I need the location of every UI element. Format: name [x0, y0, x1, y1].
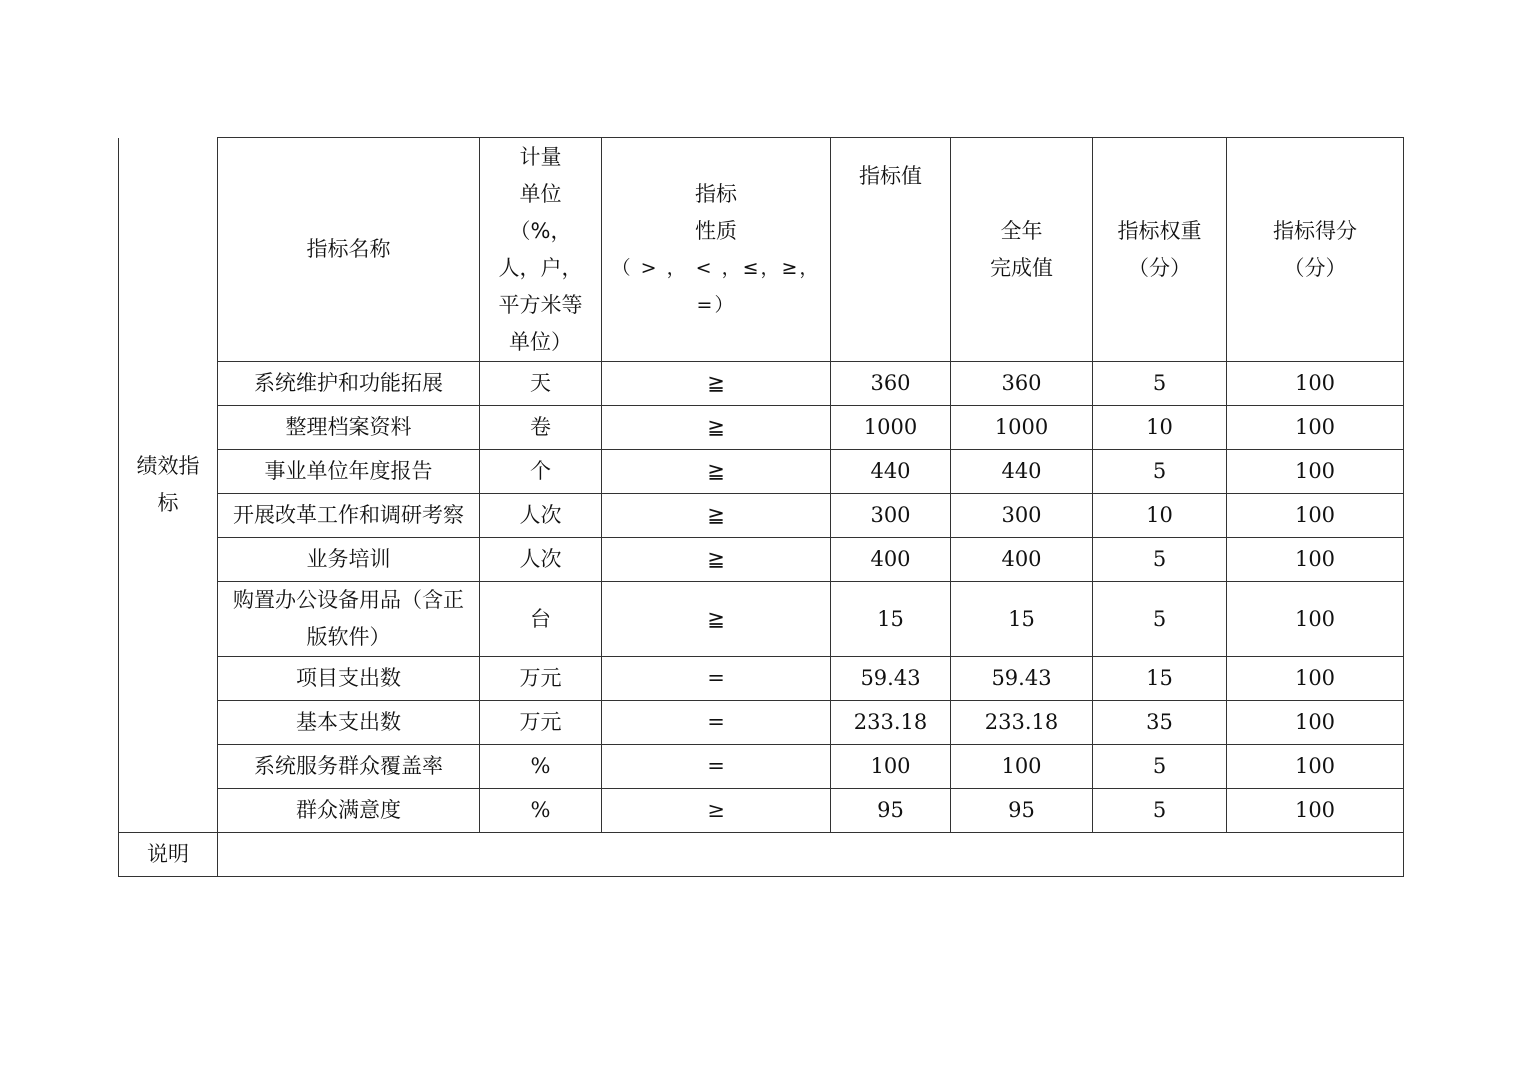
indicator-target: 440 [831, 450, 951, 494]
indicator-score: 100 [1227, 657, 1404, 701]
notes-value [218, 833, 1404, 877]
table-row [119, 657, 1404, 701]
indicator-unit: 万元 [480, 701, 602, 745]
category-line-1: 绩效指 [136, 453, 200, 478]
indicator-score: 100 [1227, 789, 1404, 833]
indicator-actual: 400 [951, 538, 1093, 582]
header-unit-line: 平方米等 [498, 292, 583, 317]
indicator-actual: 300 [951, 494, 1093, 538]
category-cell [119, 138, 218, 833]
indicator-score: 100 [1227, 701, 1404, 745]
indicator-unit: 万元 [480, 657, 602, 701]
table-row [119, 406, 1404, 450]
indicator-operator: ≧ [602, 450, 831, 494]
performance-indicator-table [118, 137, 1404, 877]
indicator-name: 开展改革工作和调研考察 [218, 494, 480, 538]
indicator-name: 业务培训 [218, 538, 480, 582]
table-row [119, 701, 1404, 745]
indicator-weight: 5 [1093, 362, 1227, 406]
header-nature-line: 指标 [695, 181, 737, 206]
indicator-weight: 10 [1093, 406, 1227, 450]
category-line-2: 标 [157, 490, 179, 515]
indicator-name: 基本支出数 [218, 701, 480, 745]
indicator-unit: 台 [480, 582, 602, 657]
indicator-actual: 95 [951, 789, 1093, 833]
indicator-name: 群众满意度 [218, 789, 480, 833]
indicator-target: 233.18 [831, 701, 951, 745]
indicator-weight: 5 [1093, 582, 1227, 657]
indicator-weight: 5 [1093, 789, 1227, 833]
indicator-unit: % [480, 789, 602, 833]
indicator-name [218, 582, 480, 657]
header-row [119, 138, 1404, 362]
indicator-name: 事业单位年度报告 [218, 450, 480, 494]
indicator-unit: 卷 [480, 406, 602, 450]
header-weight-line: 指标权重 [1117, 218, 1202, 243]
indicator-unit: % [480, 745, 602, 789]
indicator-score: 100 [1227, 406, 1404, 450]
indicator-target: 100 [831, 745, 951, 789]
indicator-operator: ≧ [602, 538, 831, 582]
indicator-target: 1000 [831, 406, 951, 450]
header-unit [480, 138, 602, 362]
header-score-line: （分） [1283, 255, 1347, 280]
indicator-score: 100 [1227, 582, 1404, 657]
indicator-weight: 35 [1093, 701, 1227, 745]
indicator-operator: ≧ [602, 406, 831, 450]
indicator-unit: 人次 [480, 538, 602, 582]
indicator-actual: 15 [951, 582, 1093, 657]
indicator-target: 360 [831, 362, 951, 406]
notes-row [119, 833, 1404, 877]
indicator-actual: 233.18 [951, 701, 1093, 745]
indicator-target: 15 [831, 582, 951, 657]
indicator-weight: 5 [1093, 745, 1227, 789]
header-unit-line: 单位） [509, 329, 572, 354]
indicator-operator: ≥ [602, 789, 831, 833]
indicator-target: 95 [831, 789, 951, 833]
indicator-score: 100 [1227, 362, 1404, 406]
table-row [119, 582, 1404, 657]
table-row [119, 789, 1404, 833]
header-target-value: 指标值 [831, 138, 951, 362]
indicator-weight: 5 [1093, 450, 1227, 494]
header-weight [1093, 138, 1227, 362]
indicator-weight: 15 [1093, 657, 1227, 701]
indicator-weight: 10 [1093, 494, 1227, 538]
table-row [119, 745, 1404, 789]
header-nature [602, 138, 831, 362]
indicator-operator: ≧ [602, 362, 831, 406]
indicator-actual: 360 [951, 362, 1093, 406]
indicator-target: 300 [831, 494, 951, 538]
indicator-operator: = [602, 701, 831, 745]
header-unit-line: 计量 [519, 144, 562, 169]
indicator-actual: 59.43 [951, 657, 1093, 701]
notes-label: 说明 [119, 833, 218, 877]
indicator-name-line: 购置办公设备用品（含正 [233, 588, 464, 612]
indicator-name-line: 版软件） [306, 625, 391, 649]
indicator-name: 系统服务群众覆盖率 [218, 745, 480, 789]
indicator-operator: ≧ [602, 582, 831, 657]
indicator-name: 系统维护和功能拓展 [218, 362, 480, 406]
header-unit-line: 人，户， [498, 255, 583, 280]
indicator-unit: 个 [480, 450, 602, 494]
indicator-actual: 100 [951, 745, 1093, 789]
indicator-unit: 天 [480, 362, 602, 406]
table-row [119, 362, 1404, 406]
indicator-weight: 5 [1093, 538, 1227, 582]
header-actual-value [951, 138, 1093, 362]
table-row [119, 538, 1404, 582]
indicator-score: 100 [1227, 494, 1404, 538]
header-score [1227, 138, 1404, 362]
indicator-operator: = [602, 657, 831, 701]
header-indicator-name: 指标名称 [218, 138, 480, 362]
table-row [119, 494, 1404, 538]
header-actual-line: 全年 [1000, 218, 1043, 243]
indicator-target: 59.43 [831, 657, 951, 701]
table-row [119, 450, 1404, 494]
indicator-score: 100 [1227, 745, 1404, 789]
indicator-target: 400 [831, 538, 951, 582]
indicator-operator: ≧ [602, 494, 831, 538]
header-nature-line: 性质 [695, 218, 737, 243]
header-unit-line: （%， [509, 218, 572, 243]
indicator-actual: 440 [951, 450, 1093, 494]
header-score-line: 指标得分 [1273, 218, 1357, 243]
indicator-unit: 人次 [480, 494, 602, 538]
header-nature-symbols: （ > ， < ，≤，≥，=） [611, 256, 821, 316]
indicator-score: 100 [1227, 538, 1404, 582]
header-actual-line: 完成值 [990, 255, 1053, 280]
header-unit-line: 单位 [519, 181, 562, 206]
indicator-actual: 1000 [951, 406, 1093, 450]
indicator-name: 项目支出数 [218, 657, 480, 701]
indicator-operator: = [602, 745, 831, 789]
indicator-score: 100 [1227, 450, 1404, 494]
indicator-name: 整理档案资料 [218, 406, 480, 450]
header-weight-line: （分） [1128, 255, 1191, 280]
